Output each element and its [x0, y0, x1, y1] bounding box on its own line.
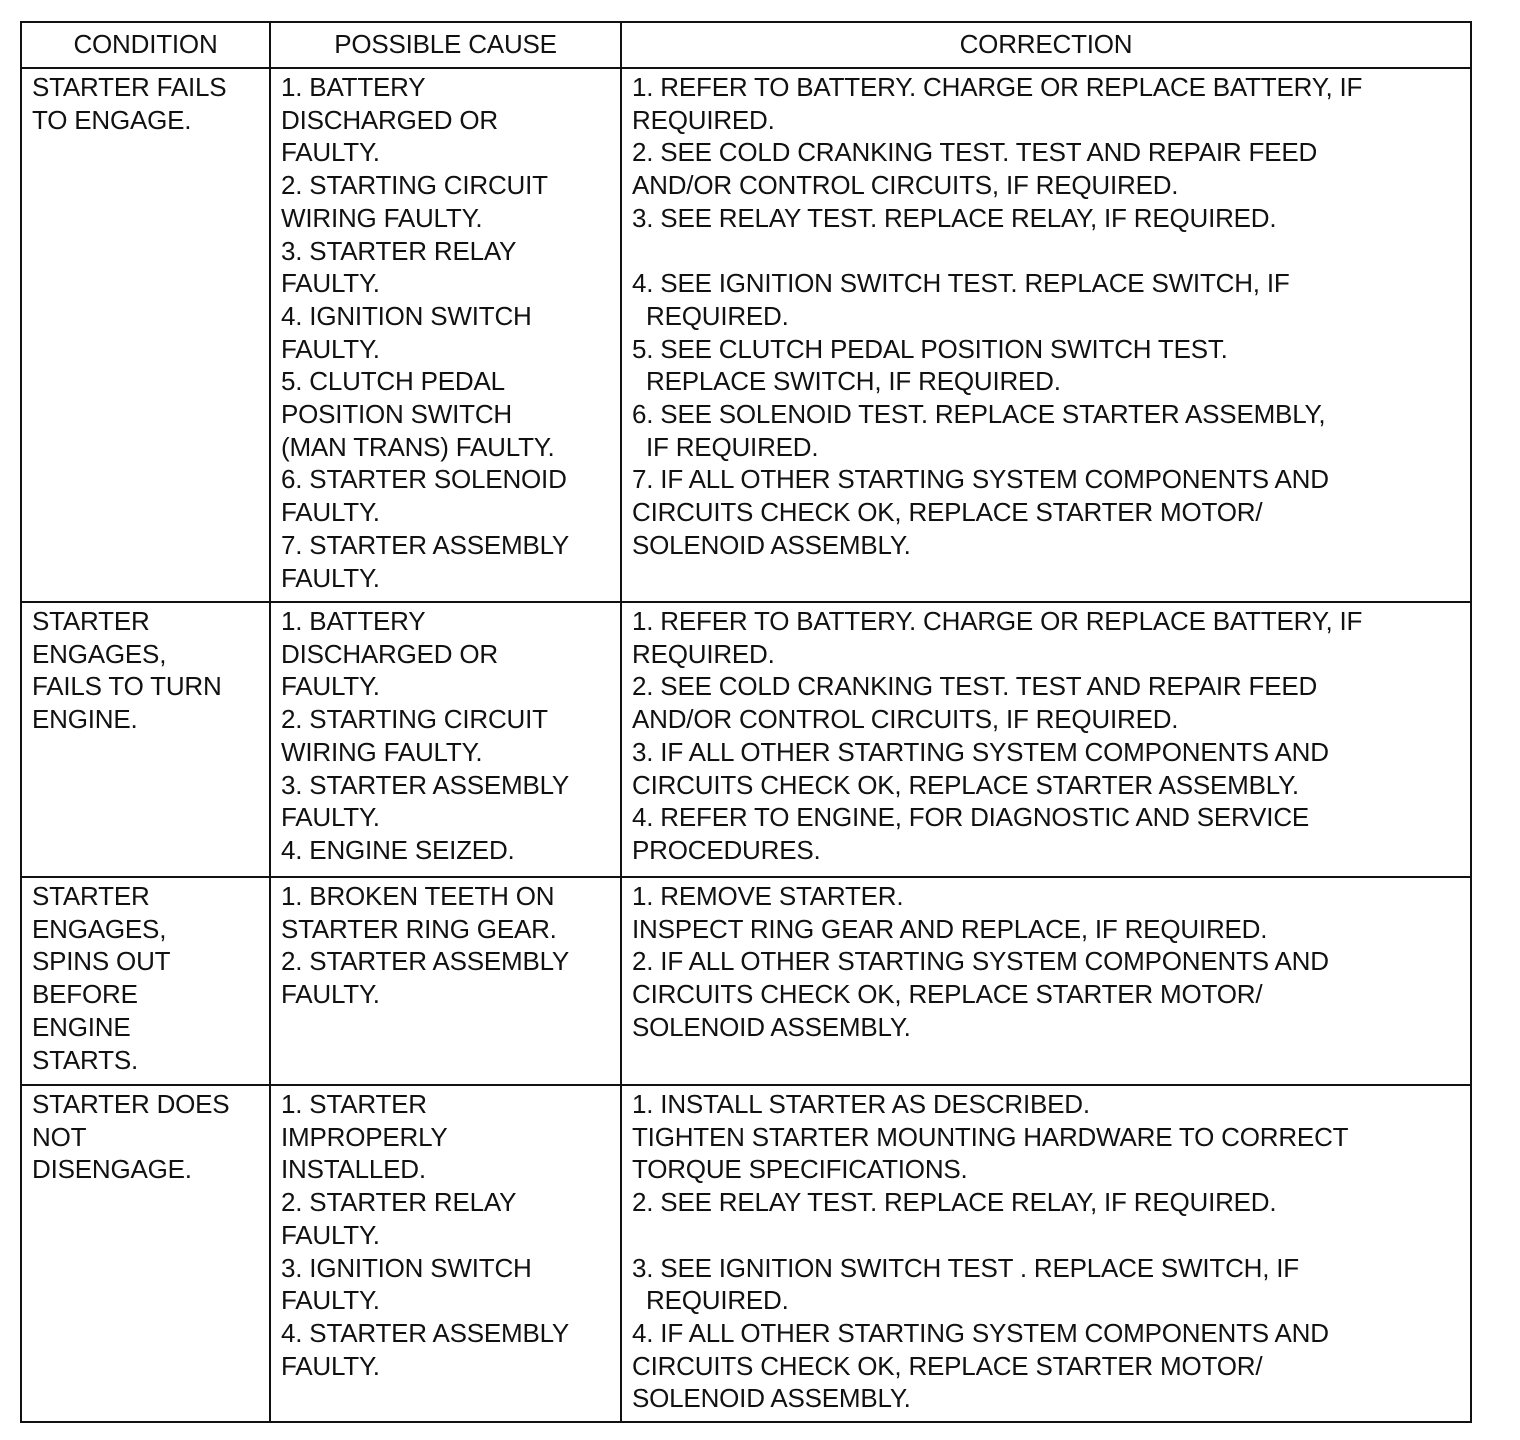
cause-line: 2. STARTING CIRCUIT [281, 704, 548, 735]
correction-line: 2. SEE COLD CRANKING TEST. TEST AND REPAIR FEED [632, 671, 1318, 702]
condition-line: STARTER [32, 606, 150, 636]
header-correction: CORRECTION [621, 22, 1471, 68]
correction-line: REQUIRED. [646, 1285, 789, 1316]
cause-line: 2. STARTER RELAY [281, 1187, 517, 1218]
header-possible-cause: POSSIBLE CAUSE [270, 22, 621, 68]
correction-line: REQUIRED. [632, 104, 775, 135]
cause-line: DISCHARGED OR [281, 638, 498, 669]
condition-line: STARTS. [32, 1044, 138, 1075]
condition-line: STARTER [32, 881, 150, 911]
cause-line: 1. BROKEN TEETH ON [281, 881, 555, 911]
cause-line: FAULTY. [281, 497, 380, 528]
correction-line: 4. REFER TO ENGINE, FOR DIAGNOSTIC AND SERVICE [632, 802, 1310, 833]
correction-line: 2. SEE RELAY TEST. REPLACE RELAY, IF REQUIRED. [632, 1187, 1277, 1218]
correction-line: AND/OR CONTROL CIRCUITS, IF REQUIRED. [632, 170, 1179, 201]
condition-line: ENGINE [32, 1011, 131, 1042]
correction-line: 3. SEE RELAY TEST. REPLACE RELAY, IF REQUIRED. [632, 202, 1277, 233]
cause-cell [270, 602, 621, 877]
correction-line: 3. SEE IGNITION SWITCH TEST . REPLACE SWITCH, IF [632, 1252, 1299, 1283]
table-row [21, 68, 1471, 602]
correction-line: CIRCUITS CHECK OK, REPLACE STARTER MOTOR/ [632, 979, 1263, 1010]
correction-line: SOLENOID ASSEMBLY. [632, 1011, 911, 1042]
correction-line: 1. REMOVE STARTER. [632, 881, 904, 911]
cause-line: 4. STARTER ASSEMBLY [281, 1317, 570, 1348]
cause-line: 4. ENGINE SEIZED. [281, 834, 515, 865]
condition-line: BEFORE [32, 979, 138, 1010]
condition-line: NOT [32, 1121, 87, 1152]
cause-line: 4. IGNITION SWITCH [281, 300, 532, 331]
condition-cell [21, 1085, 270, 1422]
cause-line: 3. STARTER RELAY [281, 235, 517, 266]
correction-line: INSPECT RING GEAR AND REPLACE, IF REQUIRED. [632, 913, 1268, 944]
cause-line: (MAN TRANS) FAULTY. [281, 431, 555, 462]
correction-line: CIRCUITS CHECK OK, REPLACE STARTER ASSEMBLY. [632, 769, 1299, 800]
correction-line: 2. IF ALL OTHER STARTING SYSTEM COMPONENTS AND [632, 946, 1329, 977]
blank-line [632, 1219, 1460, 1252]
cause-line: WIRING FAULTY. [281, 736, 483, 767]
correction-line: CIRCUITS CHECK OK, REPLACE STARTER MOTOR/ [632, 497, 1263, 528]
condition-line: FAILS TO TURN [32, 671, 222, 702]
cause-line: FAULTY. [281, 979, 380, 1010]
correction-cell [621, 68, 1471, 602]
cause-line: FAULTY. [281, 802, 380, 833]
table-row [21, 877, 1471, 1085]
condition-line: STARTER DOES [32, 1089, 230, 1119]
correction-cell [621, 602, 1471, 877]
correction-line: 4. SEE IGNITION SWITCH TEST. REPLACE SWITCH, IF [632, 268, 1290, 299]
diagnosis-table-container [20, 21, 1470, 1423]
table-row [21, 602, 1471, 877]
condition-cell [21, 602, 270, 877]
cause-line: 5. CLUTCH PEDAL [281, 366, 505, 397]
condition-line: ENGAGES, [32, 913, 167, 944]
cause-line: FAULTY. [281, 268, 380, 299]
correction-line: AND/OR CONTROL CIRCUITS, IF REQUIRED. [632, 704, 1179, 735]
cause-line: INSTALLED. [281, 1154, 426, 1185]
condition-line: DISENGAGE. [32, 1154, 192, 1185]
correction-line: SOLENOID ASSEMBLY. [632, 1383, 911, 1414]
correction-line: 3. IF ALL OTHER STARTING SYSTEM COMPONENTS AND [632, 736, 1329, 767]
cause-line: 1. BATTERY [281, 72, 426, 102]
condition-line: SPINS OUT [32, 946, 171, 977]
correction-cell [621, 877, 1471, 1085]
correction-line: 5. SEE CLUTCH PEDAL POSITION SWITCH TEST. [632, 333, 1228, 364]
correction-line: TORQUE SPECIFICATIONS. [632, 1154, 968, 1185]
correction-line: 1. REFER TO BATTERY. CHARGE OR REPLACE BATTERY, IF [632, 72, 1363, 102]
cause-cell [270, 68, 621, 602]
condition-line: TO ENGAGE. [32, 104, 192, 135]
cause-line: 2. STARTER ASSEMBLY [281, 946, 570, 977]
correction-line: SOLENOID ASSEMBLY. [632, 529, 911, 560]
cause-line: 3. STARTER ASSEMBLY [281, 769, 570, 800]
correction-line: 1. REFER TO BATTERY. CHARGE OR REPLACE BATTERY, IF [632, 606, 1363, 636]
correction-line: 1. INSTALL STARTER AS DESCRIBED. [632, 1089, 1090, 1119]
cause-line: 1. BATTERY [281, 606, 426, 636]
cause-line: 6. STARTER SOLENOID [281, 464, 567, 495]
condition-line: ENGAGES, [32, 638, 167, 669]
cause-line: WIRING FAULTY. [281, 202, 483, 233]
correction-line: IF REQUIRED. [646, 431, 819, 462]
correction-line: PROCEDURES. [632, 834, 821, 865]
table-header-row [21, 22, 1471, 68]
correction-cell [621, 1085, 1471, 1422]
correction-line: REQUIRED. [632, 638, 775, 669]
cause-line: 7. STARTER ASSEMBLY [281, 529, 570, 560]
cause-line: 3. IGNITION SWITCH [281, 1252, 532, 1283]
table-row [21, 1085, 1471, 1422]
condition-line: STARTER FAILS [32, 72, 227, 102]
header-condition: CONDITION [21, 22, 270, 68]
diagnosis-table [20, 21, 1472, 1423]
condition-cell [21, 68, 270, 602]
correction-line: 7. IF ALL OTHER STARTING SYSTEM COMPONENTS AND [632, 464, 1329, 495]
cause-line: 2. STARTING CIRCUIT [281, 170, 548, 201]
cause-line: 1. STARTER [281, 1089, 427, 1119]
correction-line: CIRCUITS CHECK OK, REPLACE STARTER MOTOR/ [632, 1350, 1263, 1381]
correction-line: TIGHTEN STARTER MOUNTING HARDWARE TO CORRECT [632, 1121, 1349, 1152]
cause-cell [270, 877, 621, 1085]
cause-line: FAULTY. [281, 671, 380, 702]
cause-line: FAULTY. [281, 137, 380, 168]
correction-line: 4. IF ALL OTHER STARTING SYSTEM COMPONENTS AND [632, 1317, 1329, 1348]
correction-line: REQUIRED. [646, 300, 789, 331]
correction-line: REPLACE SWITCH, IF REQUIRED. [646, 366, 1061, 397]
cause-line: IMPROPERLY [281, 1121, 448, 1152]
cause-line: FAULTY. [281, 1219, 380, 1250]
correction-line: 2. SEE COLD CRANKING TEST. TEST AND REPAIR FEED [632, 137, 1318, 168]
cause-line: FAULTY. [281, 562, 380, 593]
cause-line: STARTER RING GEAR. [281, 913, 557, 944]
cause-line: FAULTY. [281, 333, 380, 364]
condition-line: ENGINE. [32, 704, 138, 735]
cause-line: FAULTY. [281, 1350, 380, 1381]
cause-line: FAULTY. [281, 1285, 380, 1316]
condition-cell [21, 877, 270, 1085]
correction-line: 6. SEE SOLENOID TEST. REPLACE STARTER ASSEMBLY, [632, 399, 1326, 430]
cause-line: POSITION SWITCH [281, 399, 513, 430]
cause-cell [270, 1085, 621, 1422]
cause-line: DISCHARGED OR [281, 104, 498, 135]
blank-line [632, 235, 1460, 268]
